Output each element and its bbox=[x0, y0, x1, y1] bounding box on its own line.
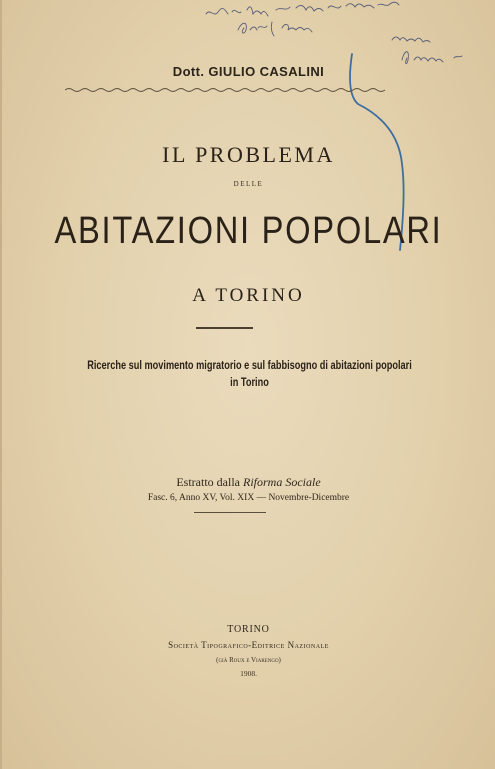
extract-note bbox=[2, 475, 495, 490]
issue-details: Fasc. 6, Anno XV, Vol. XIX — Novembre-Dicembre bbox=[147, 493, 350, 503]
subtitle-line-2: in Torino bbox=[230, 377, 269, 389]
imprint-printer: (già Roux e Viarengo) bbox=[216, 656, 281, 664]
main-title: ABITAZIONI POPOLARI bbox=[54, 210, 443, 252]
imprint-year: 1908. bbox=[240, 669, 257, 678]
extract-divider bbox=[194, 512, 266, 513]
subtitle-line-1: Ricerche sul movimento migratorio e sul fabbisogno di abitazioni popolari bbox=[87, 360, 412, 372]
journal-name: Riforma Sociale bbox=[243, 475, 321, 489]
title-connector: DELLE bbox=[233, 180, 264, 188]
title-line-1: IL PROBLEMA bbox=[162, 142, 335, 167]
extract-prefix: Estratto dalla bbox=[176, 475, 243, 489]
subtitle bbox=[76, 358, 424, 392]
imprint-publisher: Società Tipografico-Editrice Nazionale bbox=[168, 640, 329, 650]
decorative-wavy-rule bbox=[65, 86, 390, 94]
title-location: A TORINO bbox=[192, 285, 305, 306]
title-divider bbox=[196, 327, 253, 329]
author-name: Dott. GIULIO CASALINI bbox=[172, 64, 325, 79]
imprint-city: TORINO bbox=[227, 624, 270, 635]
